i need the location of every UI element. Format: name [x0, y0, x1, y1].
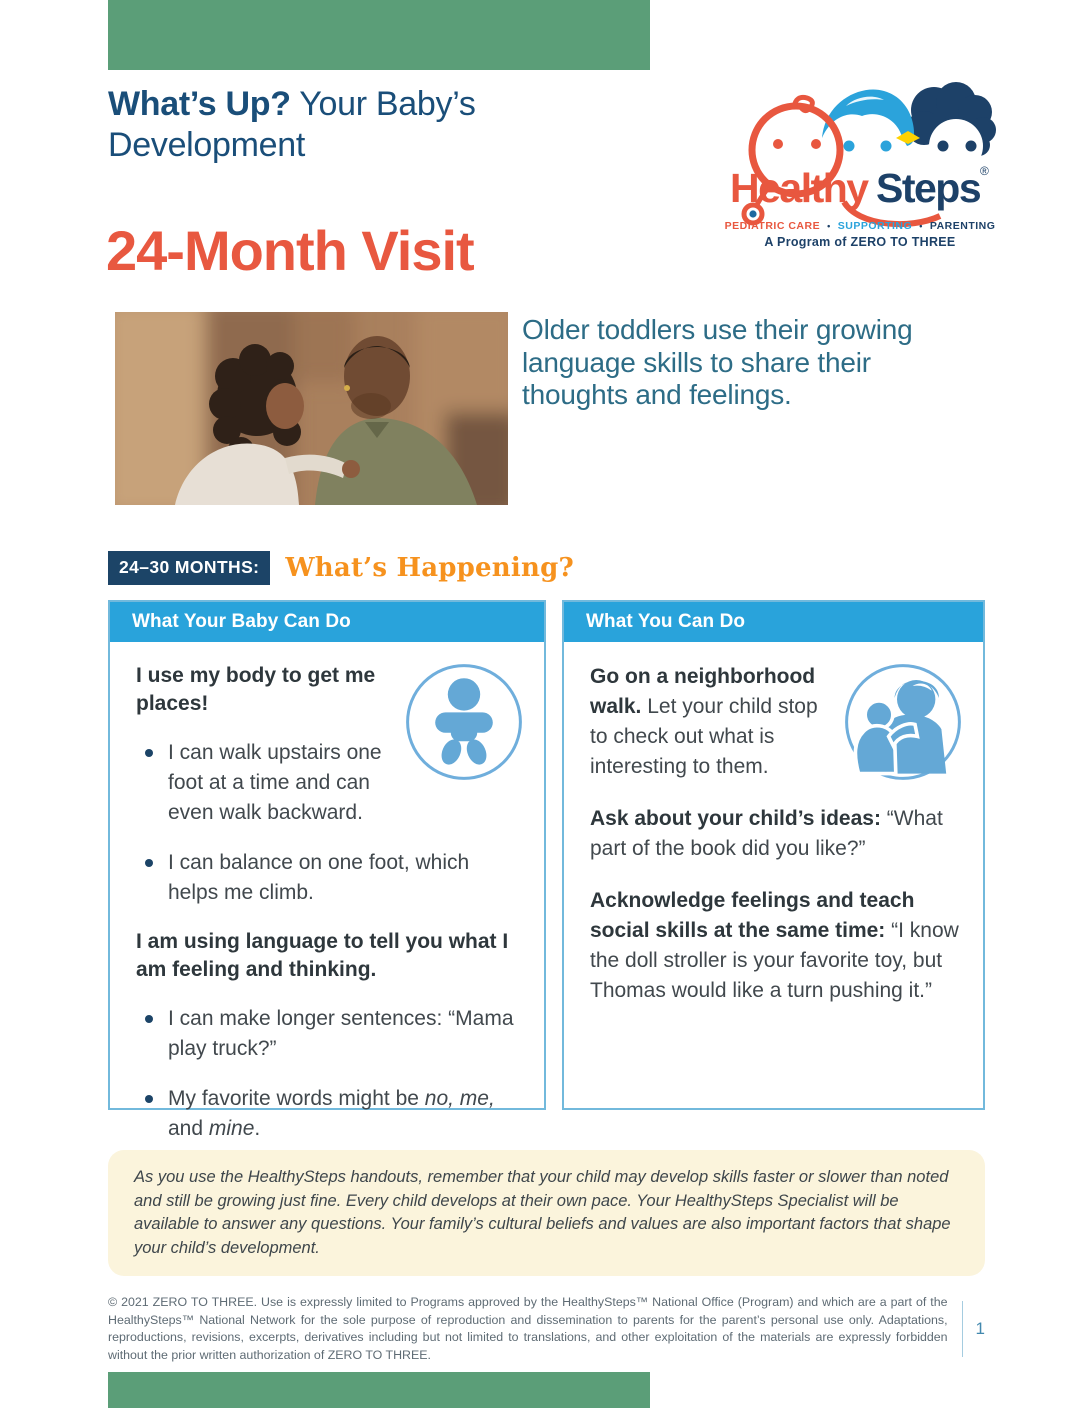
page-title — [108, 84, 476, 166]
footer-divider — [962, 1301, 963, 1357]
logo-text-healthy: Healthy — [730, 165, 868, 211]
tagline-pediatric-care: PEDIATRIC CARE — [724, 220, 821, 232]
page-title-line2: Development — [108, 126, 306, 164]
tagline-parenting: PARENTING — [929, 220, 996, 232]
page-number: 1 — [975, 1319, 985, 1338]
logo-text-steps: Steps — [876, 165, 981, 211]
note-text: As you use the HealthySteps handouts, remember that your child may develop skills faster or slower than noted and still be growing just fine. Every child develops at their own pace. Your HealthySteps Specialist will be available to answer any questions. Your family’s cultural beliefs and values are also important factors that shape your child’s development. — [134, 1168, 951, 1257]
bullet-text: and — [168, 1117, 209, 1140]
baby-heading-language: I am using language to tell you what I am feeling and thinking. — [136, 930, 509, 981]
bullet-item: I can make longer sentences: “Mama play truck?” — [136, 1004, 524, 1064]
tagline-bullet-icon: • — [827, 221, 831, 231]
baby-bullet-list-1 — [136, 738, 524, 908]
you-item — [590, 804, 963, 864]
parent-child-icon — [843, 662, 963, 782]
logo-program-line: A Program of ZERO TO THREE — [764, 235, 956, 249]
bullet-item — [136, 1084, 524, 1144]
logo-tagline — [726, 220, 994, 232]
bullet-item: I can walk upstairs one foot at a time and can even walk backward. — [136, 738, 524, 828]
you-column-header: What You Can Do — [564, 602, 983, 642]
item-text: “I know the doll stroller is your favorite toy, but Thomas would like a turn pushing it.” — [590, 919, 959, 1002]
baby-bullet-list-2 — [136, 1004, 524, 1144]
baby-can-do-column — [108, 600, 546, 1140]
months-badge: 24–30 MONTHS: — [108, 551, 270, 585]
visit-title: 24-Month Visit — [106, 219, 474, 282]
item-bold: Go on a neighborhood walk. — [590, 665, 816, 718]
baby-column-body — [110, 642, 544, 1144]
page-title-rest: Your Baby’s — [290, 85, 476, 123]
tagline-bullet-icon: • — [919, 221, 923, 231]
healthysteps-logo — [726, 80, 994, 249]
top-green-bar — [108, 0, 650, 70]
baby-column-header: What Your Baby Can Do — [110, 602, 544, 642]
baby-heading-body: I use my body to get me places! — [136, 664, 376, 715]
logo-registered-mark: ® — [980, 164, 989, 178]
you-item — [590, 886, 963, 1006]
footer-copyright: © 2021 ZERO TO THREE. Use is expressly limited to Programs approved by the HealthySteps™ National Office (Program) and which are a part of the HealthySteps™ National Network for the sole purpose of reproduction and dissemination to parents for the parent’s personal use only. Adaptations, reproductions, revisions, excerpts, derivatives including but not limited to translations, and other exploitation of the materials are expressly forbidden without the prior written authorization of ZERO TO THREE. — [108, 1295, 948, 1362]
you-can-do-column — [562, 600, 985, 1110]
bottom-green-bar — [108, 1372, 650, 1408]
bullet-item: I can balance on one foot, which helps me climb. — [136, 848, 524, 908]
intro-text: Older toddlers use their growing language skills to share their thoughts and feelings. — [522, 314, 913, 410]
bullet-italic: no, me, — [424, 1087, 495, 1110]
photo-illustration — [115, 312, 508, 505]
bullet-text: My favorite words might be — [168, 1087, 425, 1110]
section-row — [108, 551, 574, 585]
tagline-supporting: SUPPORTING — [837, 220, 913, 232]
item-text: “What part of the book did you like?” — [590, 807, 943, 860]
item-text: Let your child stop to check out what is interesting to them. — [590, 695, 818, 778]
photo-father-toddler — [115, 312, 508, 505]
section-heading: What’s Happening? — [285, 553, 574, 583]
healthysteps-logo-icon — [728, 80, 992, 216]
item-bold: Ask about your child’s ideas: — [590, 807, 881, 830]
page-title-line1 — [108, 84, 476, 125]
page-title-bold: What’s Up? — [108, 85, 291, 123]
note-box — [108, 1150, 985, 1276]
you-column-body — [564, 642, 983, 1006]
bullet-italic: mine — [208, 1117, 255, 1140]
footer — [108, 1294, 985, 1364]
bullet-text: . — [254, 1117, 261, 1140]
item-bold: Acknowledge feelings and teach social skills at the same time: — [590, 889, 915, 942]
